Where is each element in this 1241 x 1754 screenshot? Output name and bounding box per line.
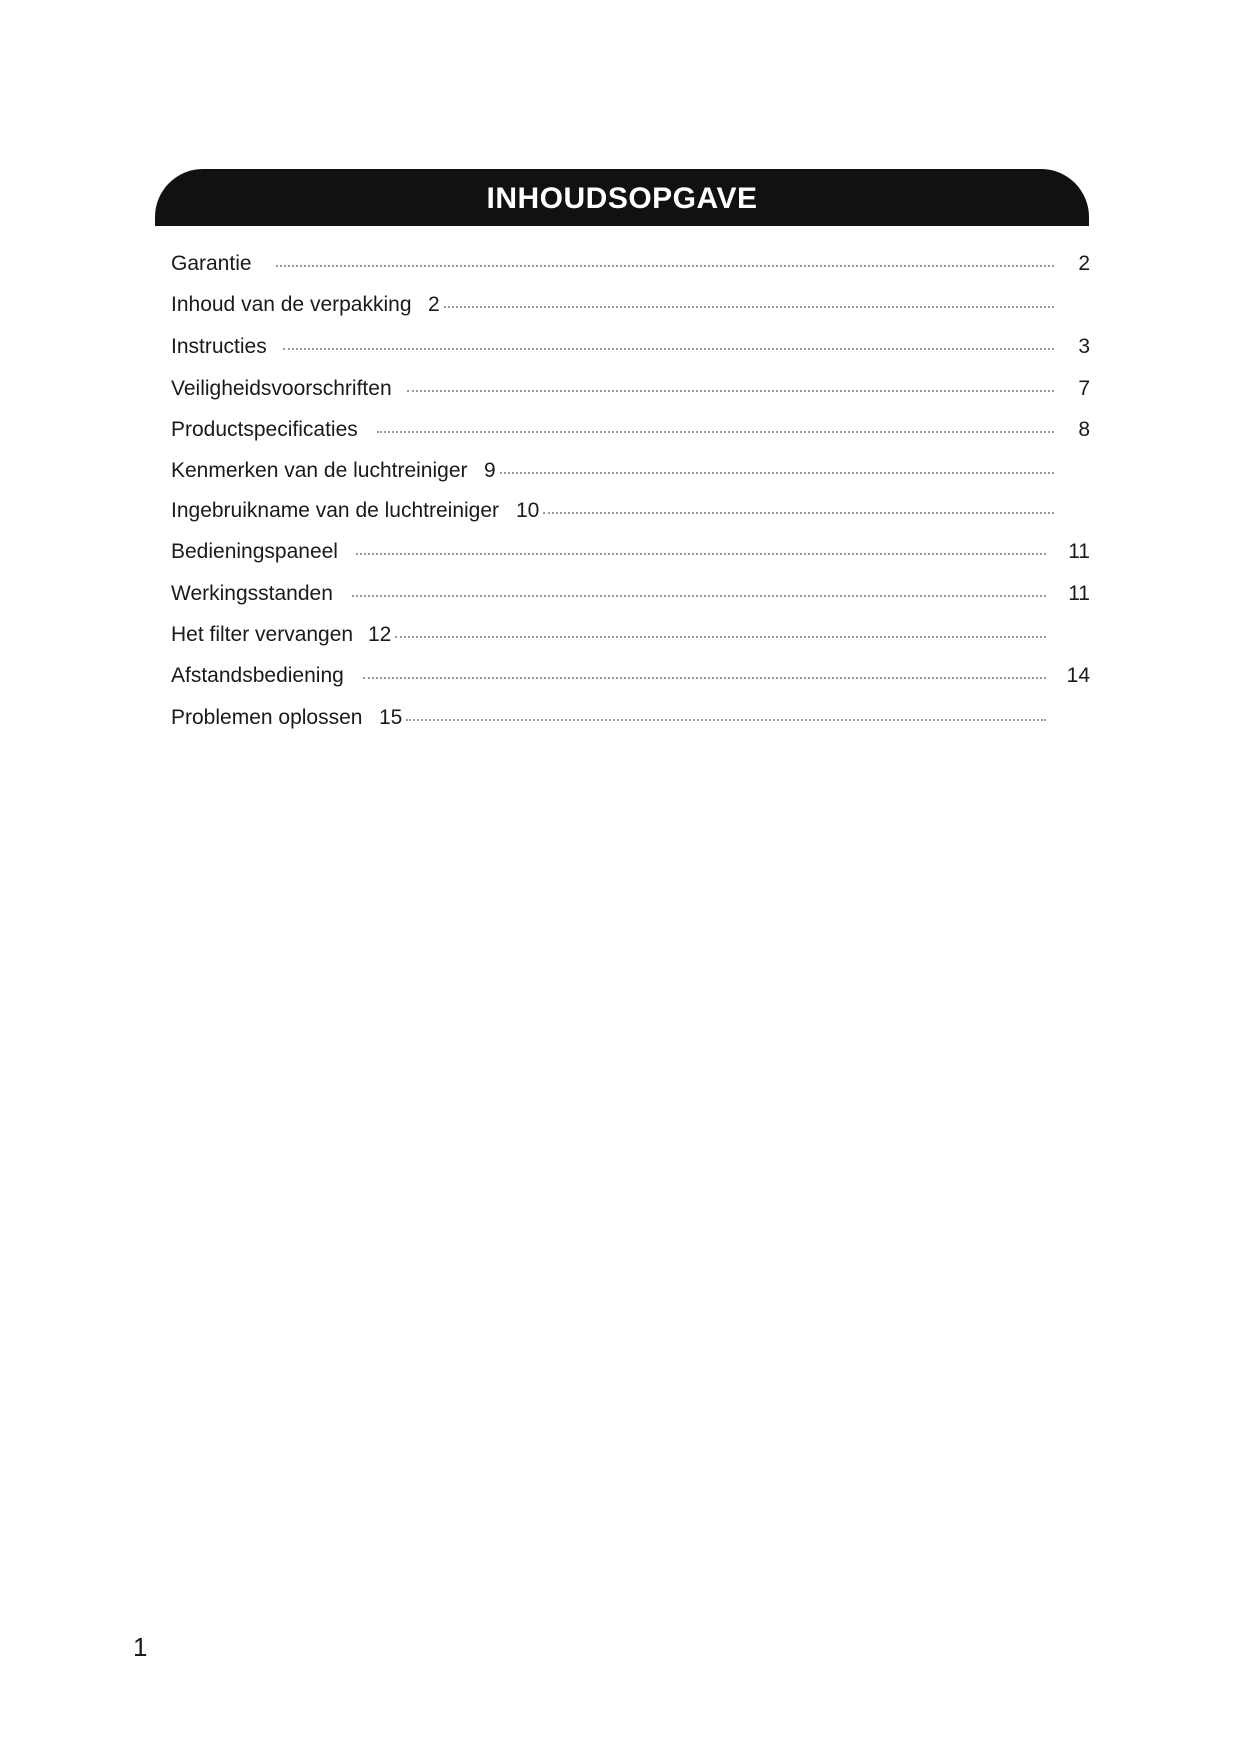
toc-leader bbox=[444, 306, 1054, 308]
toc-entry-label: Productspecificaties bbox=[171, 418, 358, 441]
toc-entry-label: Inhoud van de verpakking bbox=[171, 293, 412, 316]
toc-header-bar bbox=[155, 169, 1089, 226]
toc-entry-label: Problemen oplossen bbox=[171, 706, 363, 729]
toc-entry-label: Garantie bbox=[171, 252, 252, 275]
toc-leader bbox=[283, 348, 1054, 350]
toc-entry-label: Veiligheidsvoorschriften bbox=[171, 377, 392, 400]
page-number: 1 bbox=[133, 1632, 148, 1662]
toc-leader bbox=[356, 553, 1046, 555]
toc-leader bbox=[407, 390, 1054, 392]
toc-entry-page: 15 bbox=[379, 706, 403, 729]
toc-leader bbox=[500, 472, 1054, 474]
toc-entry-label: Het filter vervangen bbox=[171, 623, 354, 646]
toc-leader bbox=[276, 265, 1054, 267]
toc-entry-label: Afstandsbediening bbox=[171, 664, 344, 687]
toc-leader bbox=[406, 719, 1046, 721]
toc-entry-page: 11 bbox=[1068, 582, 1090, 605]
toc-leader bbox=[352, 595, 1046, 597]
toc-entry-label: Werkingsstanden bbox=[171, 582, 333, 605]
toc-entry-page: 2 bbox=[428, 293, 440, 316]
toc-leader bbox=[543, 512, 1054, 514]
toc-leader bbox=[377, 431, 1054, 433]
toc-entry-page: 11 bbox=[1068, 540, 1090, 563]
toc-entry-label: Kenmerken van de luchtreiniger bbox=[171, 459, 468, 482]
toc-leader bbox=[363, 677, 1046, 679]
toc-entry-page: 14 bbox=[1066, 664, 1090, 687]
toc-leader bbox=[395, 636, 1046, 638]
toc-entry-label: Instructies bbox=[171, 335, 267, 358]
toc-entry-page: 10 bbox=[516, 499, 540, 522]
toc-entry-page: 12 bbox=[368, 623, 392, 646]
page-title: INHOUDSOPGAVE bbox=[486, 181, 758, 215]
toc-entry-label: Ingebruikname van de luchtreiniger bbox=[171, 499, 500, 522]
toc-entry-page: 3 bbox=[1078, 335, 1090, 358]
toc-entry-label: Bedieningspaneel bbox=[171, 540, 338, 563]
toc-entry-page: 7 bbox=[1078, 377, 1090, 400]
toc-entry-page: 2 bbox=[1078, 252, 1090, 275]
toc-entry-page: 9 bbox=[484, 459, 496, 482]
toc-entry-page: 8 bbox=[1078, 418, 1090, 441]
